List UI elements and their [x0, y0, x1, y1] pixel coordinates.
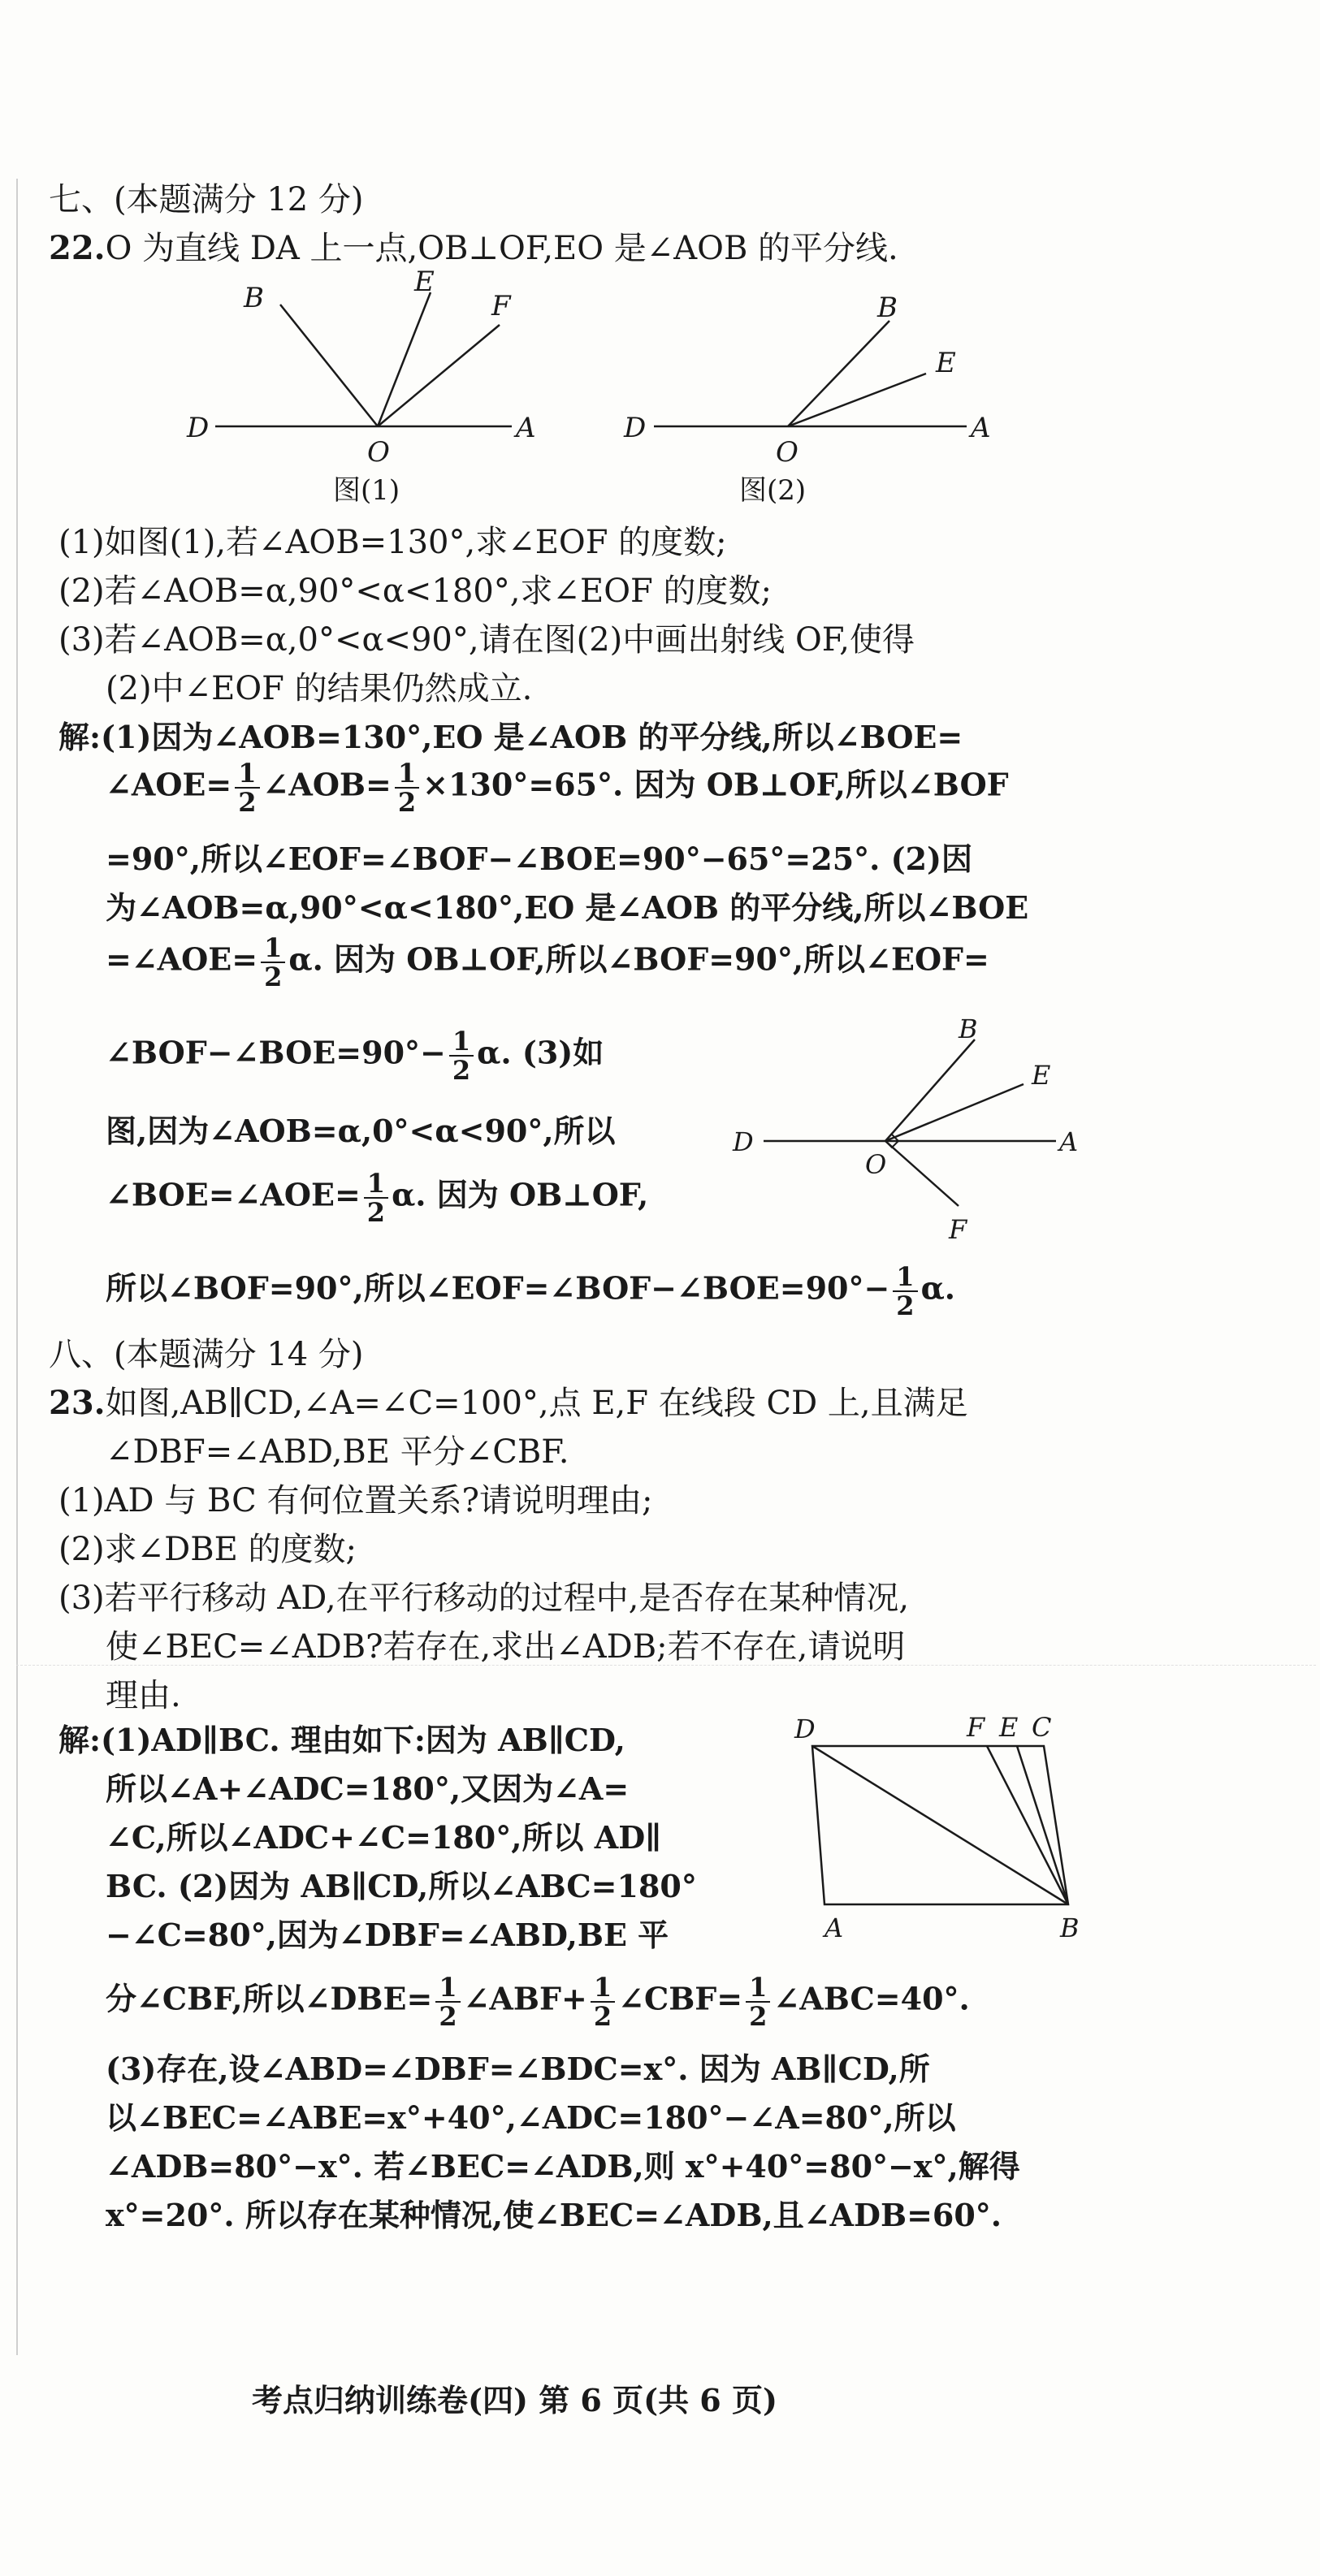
fraction-half: $\frac{1}{2}$: [261, 934, 285, 991]
fig3-label-e: E: [1032, 1060, 1051, 1091]
fig3-label-f: F: [949, 1214, 967, 1245]
q23-sol-l6d: ∠ABC=40°.: [773, 1980, 970, 2017]
figure-3: [715, 1015, 1088, 1259]
q22-sol-line-6: [106, 1027, 604, 1084]
q22-sol-line-3: =90°,所以∠EOF=∠BOF−∠BOE=90°−65°=25°. (2)因: [106, 841, 973, 877]
q23-label-e: E: [999, 1712, 1019, 1743]
figure-1: [179, 268, 569, 512]
fraction-half: $\frac{1}{2}$: [449, 1027, 474, 1084]
fig3-label-o: O: [865, 1149, 887, 1180]
fig1-label-o: O: [367, 436, 390, 469]
q23-sol-line-7: (3)存在,设∠ABD=∠DBF=∠BDC=x°. 因为 AB∥CD,所: [106, 2051, 930, 2087]
fig3-ray-ob: [885, 1039, 975, 1141]
fraction-half: $\frac{1}{2}$: [235, 759, 259, 816]
q23-label-a: A: [824, 1913, 844, 1943]
fig3-ray-oe: [885, 1084, 1024, 1141]
q22-sol-l5a: =∠AOE=: [106, 940, 258, 978]
q22-sol-line-5: [106, 934, 989, 991]
fig3-label-a: A: [1059, 1126, 1079, 1157]
q23-stem-text: 如图,AB∥CD,∠A=∠C=100°,点 E,F 在线段 CD 上,且满足: [105, 1385, 968, 1422]
q23-stem-1: [49, 1381, 968, 1426]
fraction-half: $\frac{1}{2}$: [435, 1973, 460, 2030]
q22-part-2: (2)若∠AOB=α,90°<α<180°,求∠EOF 的度数;: [58, 573, 772, 610]
fraction-half: $\frac{1}{2}$: [746, 1973, 770, 2030]
q22-sol-l8a: ∠BOE=∠AOE=: [106, 1176, 361, 1213]
fig2-ray-oe: [788, 374, 926, 426]
q22-number: 22.: [49, 229, 106, 267]
q23-sol-line-4: BC. (2)因为 AB∥CD,所以∠ABC=180°: [106, 1868, 697, 1904]
fig2-label-e: E: [936, 347, 956, 379]
fig1-label-b: B: [244, 282, 264, 314]
q23-sol-line-5: −∠C=80°,因为∠DBF=∠ABD,BE 平: [106, 1917, 669, 1953]
q22-sol-l9a: 所以∠BOF=90°,所以∠EOF=∠BOF−∠BOE=90°−: [106, 1269, 890, 1307]
q22-sol-l2b: ∠AOB=: [262, 766, 392, 803]
q22-sol-line-2: [106, 759, 1009, 816]
fig2-ray-ob: [788, 321, 889, 426]
q23-sol-line-10: x°=20°. 所以存在某种情况,使∠BEC=∠ADB,且∠ADB=60°.: [106, 2197, 1002, 2233]
fig1-ray-of: [378, 325, 500, 426]
q23-label-c: C: [1032, 1712, 1052, 1743]
q23-sol-l6c: ∠CBF=: [618, 1980, 743, 2017]
q23-segment-bd: [812, 1746, 1068, 1904]
fig3-label-d: D: [733, 1126, 754, 1157]
q23-sol-l6b: ∠ABF+: [463, 1980, 587, 2017]
fig1-ray-ob: [280, 305, 378, 426]
q22-sol-l9b: α.: [920, 1269, 956, 1307]
q22-sol-l5b: α. 因为 OB⊥OF,所以∠BOF=90°,所以∠EOF=: [288, 940, 989, 978]
q23-stem-2: ∠DBF=∠ABD,BE 平分∠CBF.: [106, 1433, 569, 1471]
q23-sol-line-8: 以∠BEC=∠ABE=x°+40°,∠ADC=180°−∠A=80°,所以: [106, 2099, 956, 2136]
fraction-half: $\frac{1}{2}$: [893, 1263, 917, 1320]
q22-stem-text: O 为直线 DA 上一点,OB⊥OF,EO 是∠AOB 的平分线.: [105, 230, 898, 267]
q22-sol-line-4: 为∠AOB=α,90°<α<180°,EO 是∠AOB 的平分线,所以∠BOE: [106, 889, 1029, 926]
fig3-label-b: B: [959, 1015, 978, 1044]
figure-q23: [780, 1705, 1105, 1949]
fig1-label-d: D: [187, 412, 210, 444]
q23-segment-be: [1017, 1746, 1068, 1904]
q22-sol-l6b: α. (3)如: [477, 1034, 604, 1071]
q22-stem: [49, 226, 898, 271]
fig1-label-a: A: [516, 412, 536, 444]
q23-part-3-end: 理由.: [106, 1677, 181, 1714]
fig2-label-o: O: [776, 436, 798, 469]
q22-sol-line-9: [106, 1263, 955, 1320]
fig1-label-f: F: [491, 290, 511, 322]
q23-number: 23.: [49, 1384, 106, 1422]
margin-line: [16, 179, 18, 2355]
q22-part-3: (3)若∠AOB=α,0°<α<90°,请在图(2)中画出射线 OF,使得: [58, 621, 915, 659]
fig2-label-d: D: [624, 412, 647, 444]
q23-label-d: D: [794, 1714, 816, 1744]
q22-sol-line-7: 图,因为∠AOB=α,0°<α<90°,所以: [106, 1113, 616, 1149]
fig2-label-b: B: [877, 292, 898, 324]
q23-label-b: B: [1060, 1913, 1080, 1943]
q22-part-3-cont: (2)中∠EOF 的结果仍然成立.: [106, 670, 533, 707]
page-footer: 考点归纳训练卷(四) 第 6 页(共 6 页): [252, 2382, 777, 2418]
section-8-header: 八、(本题满分 14 分): [49, 1336, 364, 1373]
q22-sol-l2a: ∠AOE=: [106, 766, 232, 803]
q22-sol-line-1: 解:(1)因为∠AOB=130°,EO 是∠AOB 的平分线,所以∠BOE=: [58, 719, 963, 755]
section-7-header: 七、(本题满分 12 分): [49, 181, 364, 218]
fig1-ray-oe: [378, 292, 431, 426]
q22-sol-l8b: α. 因为 OB⊥OF,: [392, 1176, 649, 1213]
fig2-label-a: A: [971, 412, 991, 444]
q22-part-1: (1)如图(1),若∠AOB=130°,求∠EOF 的度数;: [58, 524, 727, 561]
q23-sol-line-2: 所以∠A+∠ADC=180°,又因为∠A=: [106, 1770, 630, 1807]
q22-sol-l6a: ∠BOF−∠BOE=90°−: [106, 1034, 446, 1071]
q22-sol-l2c: ×130°=65°. 因为 OB⊥OF,所以∠BOF: [422, 766, 1009, 803]
q23-part-1: (1)AD 与 BC 有何位置关系?请说明理由;: [58, 1482, 653, 1519]
q23-part-3: (3)若平行移动 AD,在平行移动的过程中,是否存在某种情况,: [58, 1580, 910, 1617]
q23-sol-line-1: 解:(1)AD∥BC. 理由如下:因为 AB∥CD,: [58, 1722, 625, 1758]
figure-2: [617, 268, 1007, 512]
fraction-half: $\frac{1}{2}$: [591, 1973, 615, 2030]
fig1-label-e: E: [414, 268, 435, 298]
q23-part-2: (2)求∠DBE 的度数;: [58, 1531, 357, 1568]
fraction-half: $\frac{1}{2}$: [364, 1169, 388, 1226]
q23-label-f: F: [967, 1712, 985, 1743]
q23-sol-l6a: 分∠CBF,所以∠DBE=: [106, 1980, 433, 2017]
fig1-caption: 图(1): [333, 474, 400, 507]
q23-part-3-cont: 使∠BEC=∠ADB?若存在,求出∠ADB;若不存在,请说明: [106, 1628, 906, 1666]
fig2-caption: 图(2): [739, 474, 807, 507]
q23-sol-line-3: ∠C,所以∠ADC+∠C=180°,所以 AD∥: [106, 1819, 662, 1856]
q22-sol-line-8: [106, 1169, 648, 1226]
q23-sol-line-6: [106, 1973, 970, 2030]
fraction-half: $\frac{1}{2}$: [395, 759, 419, 816]
fig3-ray-of: [885, 1141, 959, 1206]
q23-sol-line-9: ∠ADB=80°−x°. 若∠BEC=∠ADB,则 x°+40°=80°−x°,解得: [106, 2148, 1020, 2185]
